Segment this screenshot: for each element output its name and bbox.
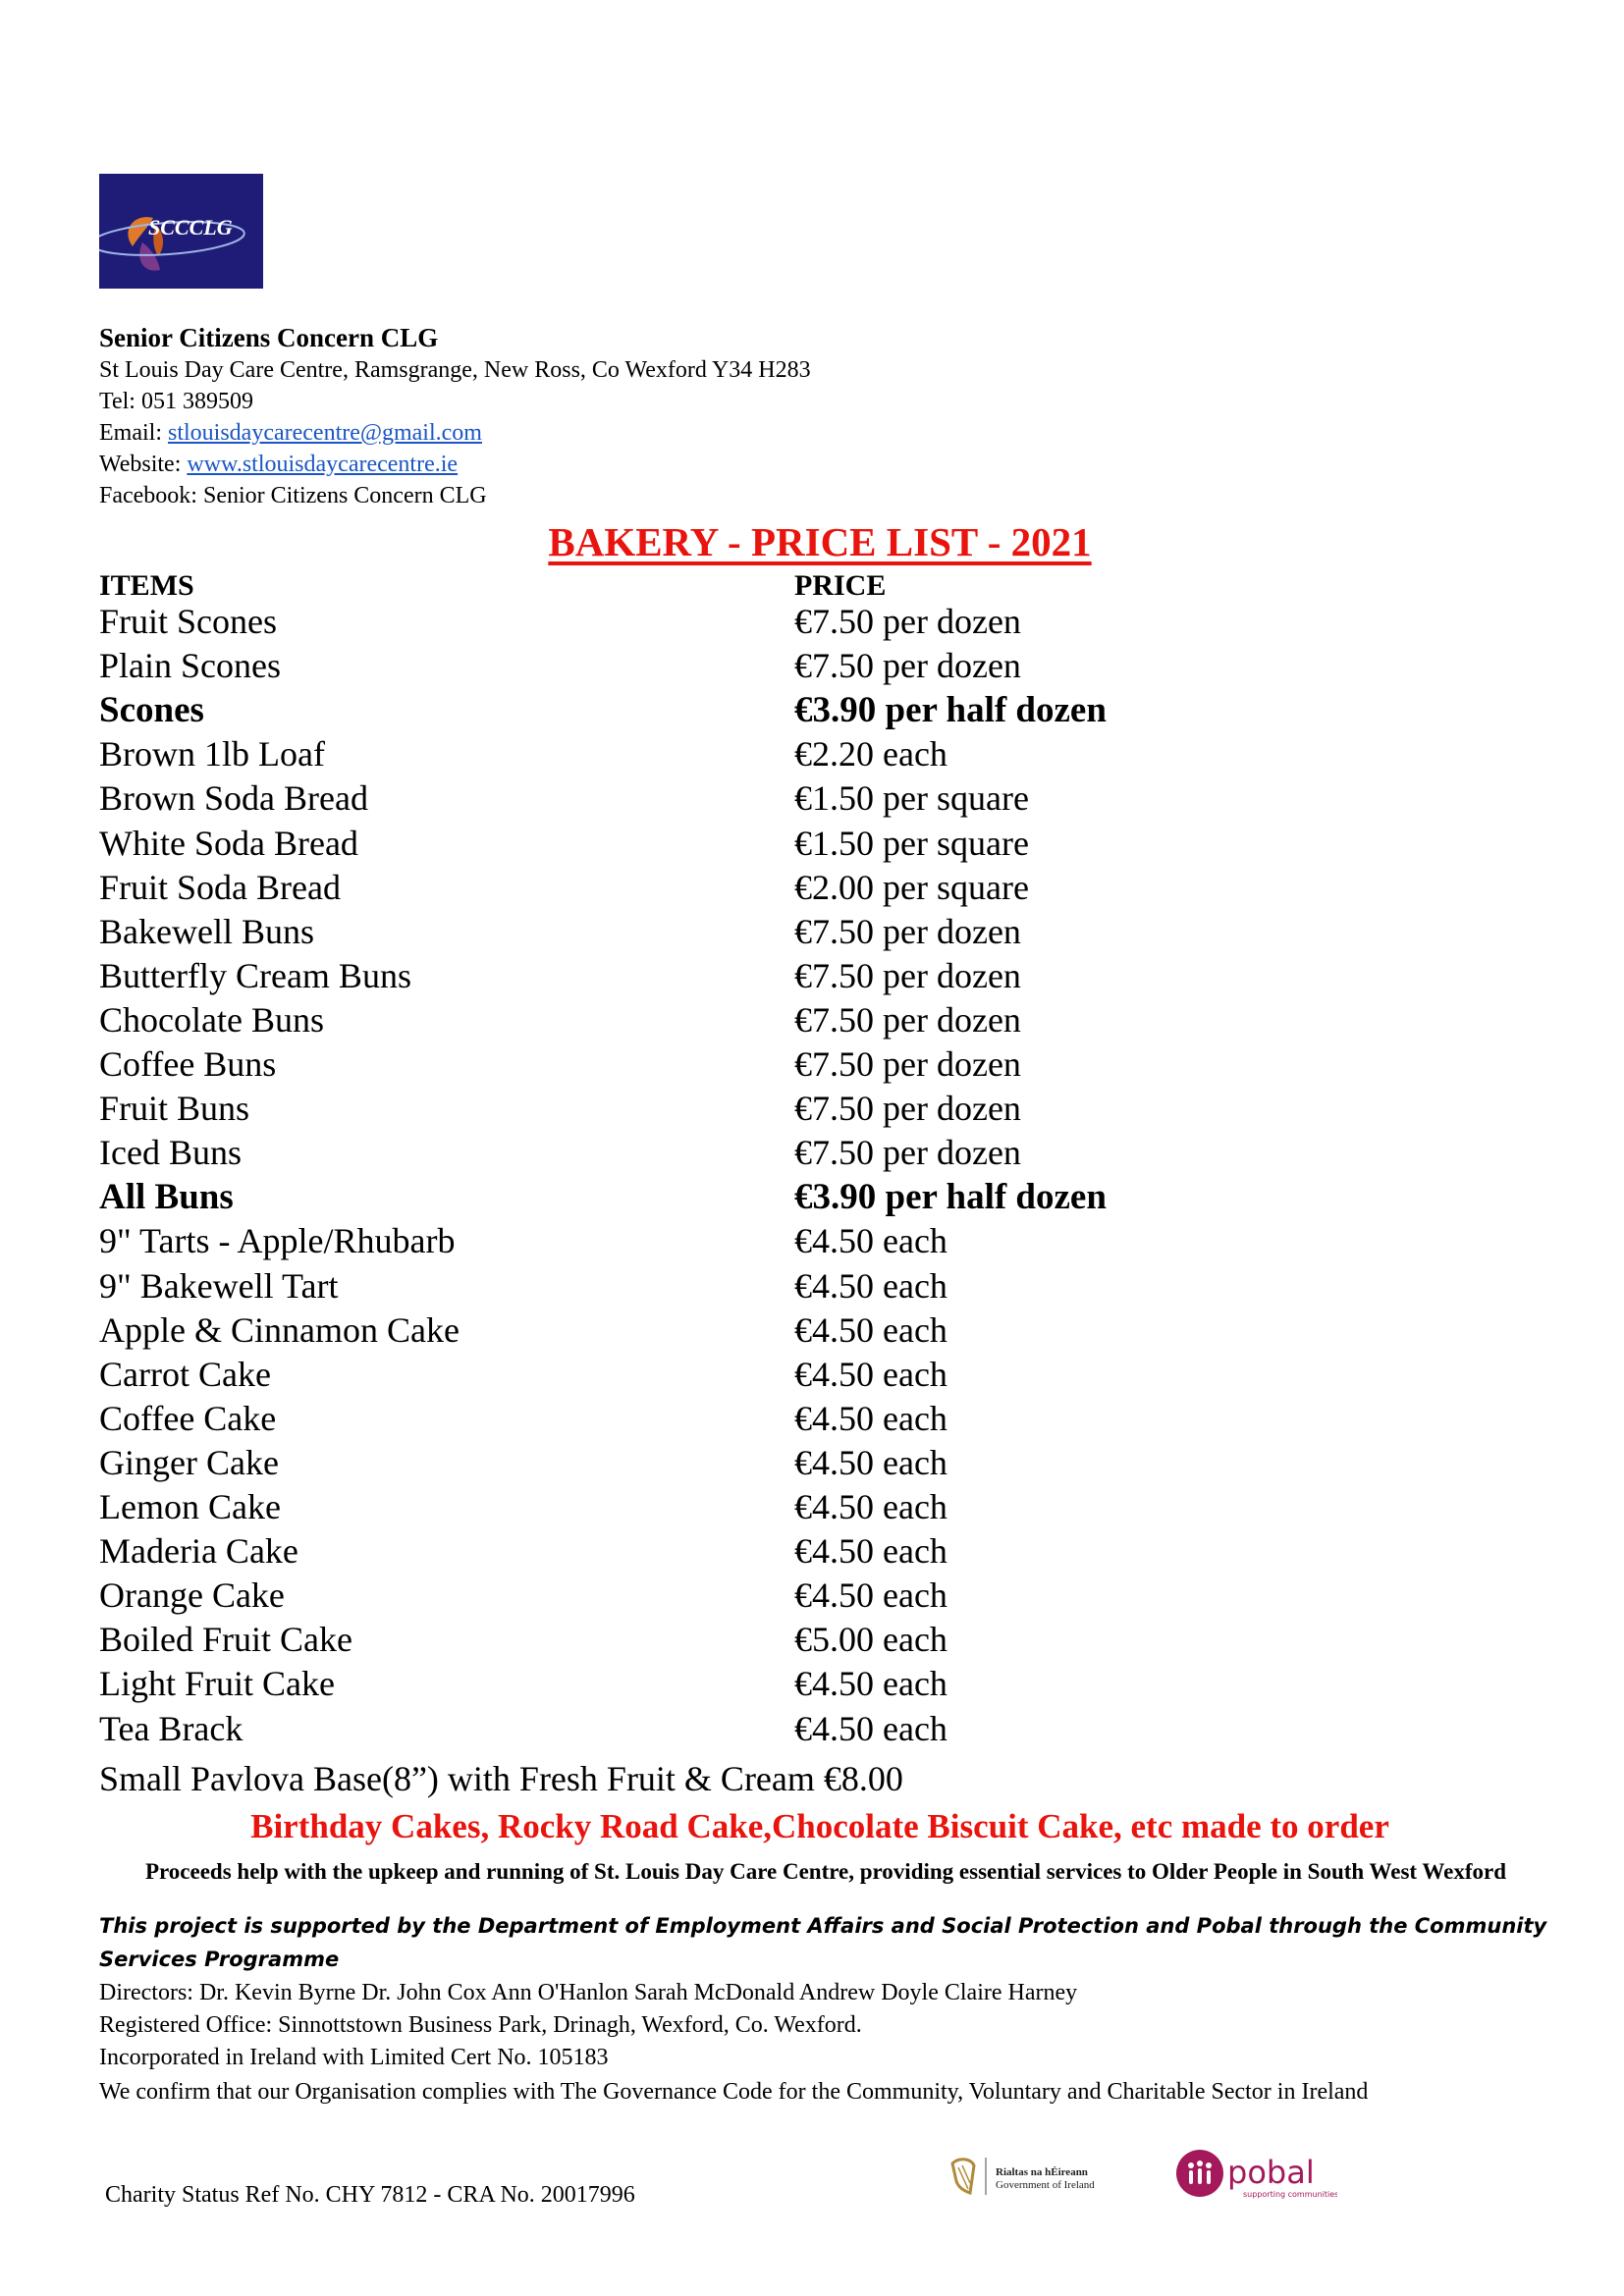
address: St Louis Day Care Centre, Ramsgrange, New Ross, Co Wexford Y34 H283 bbox=[99, 357, 811, 383]
logo-text: SCCCLG bbox=[148, 215, 233, 240]
item-name: Maderia Cake bbox=[99, 1531, 298, 1572]
governance-statement: We confirm that our Organisation complies with The Governance Code for the Community, Voluntary and Charitable Sector in Ireland bbox=[99, 2079, 1369, 2105]
item-price: €7.50 per dozen bbox=[794, 999, 1021, 1040]
table-row bbox=[0, 733, 1624, 777]
item-price: €7.50 per dozen bbox=[794, 1089, 1021, 1129]
harp-icon bbox=[952, 2160, 974, 2193]
item-name: Butterfly Cream Buns bbox=[99, 955, 411, 995]
email-link[interactable]: stlouisdaycarecentre@gmail.com bbox=[167, 420, 482, 446]
item-price: €7.50 per dozen bbox=[794, 1133, 1021, 1173]
item-price: €3.90 per half dozen bbox=[794, 690, 1107, 731]
table-row bbox=[0, 601, 1624, 645]
page-title-text: BAKERY - PRICE LIST - 2021 bbox=[548, 519, 1092, 564]
item-price: €4.50 each bbox=[794, 1531, 947, 1572]
funding-note: This project is supported by the Department of Employment Affairs and Social Protection and Pobal through the Community Services Programme bbox=[99, 1914, 1547, 1971]
item-name: Tea Brack bbox=[99, 1708, 244, 1748]
item-name: Bakewell Buns bbox=[99, 911, 314, 951]
item-price: €7.50 per dozen bbox=[794, 1044, 1021, 1084]
item-price: €5.00 each bbox=[794, 1620, 947, 1660]
facebook: Facebook: Senior Citizens Concern CLG bbox=[99, 483, 487, 508]
telephone: Tel: 051 389509 bbox=[99, 389, 253, 414]
item-name: Brown Soda Bread bbox=[99, 778, 368, 819]
item-name: Coffee Buns bbox=[99, 1044, 277, 1084]
item-price: €3.90 per half dozen bbox=[794, 1177, 1107, 1218]
item-price: €2.00 per square bbox=[794, 867, 1029, 907]
website-line bbox=[99, 452, 458, 478]
email-line bbox=[99, 420, 482, 447]
registered-office: Registered Office: Sinnottstown Business Park, Drinagh, Wexford, Co. Wexford. bbox=[99, 2012, 862, 2038]
table-row bbox=[0, 1708, 1624, 1752]
table-row bbox=[0, 823, 1624, 867]
item-name: Fruit Soda Bread bbox=[99, 867, 341, 907]
item-name: Lemon Cake bbox=[99, 1487, 281, 1526]
org-name: Senior Citizens Concern CLG bbox=[99, 323, 439, 352]
government-of-ireland-logo bbox=[945, 2148, 1151, 2203]
website-link[interactable]: www.stlouisdaycarecentre.ie bbox=[187, 452, 459, 477]
incorporation: Incorporated in Ireland with Limited Cert No. 105183 bbox=[99, 2045, 609, 2070]
item-price: €4.50 each bbox=[794, 1664, 947, 1704]
table-row bbox=[0, 1575, 1624, 1619]
table-row bbox=[0, 1398, 1624, 1442]
table-row bbox=[0, 1530, 1624, 1575]
proceeds-note: Proceeds help with the upkeep and running of St. Louis Day Care Centre, providing essential services to Older People in South West Wexford bbox=[144, 1859, 1507, 1884]
made-to-order-note: Birthday Cakes, Rocky Road Cake,Chocolate Biscuit Cake, etc made to order bbox=[250, 1807, 1389, 1845]
item-name: 9" Tarts - Apple/Rhubarb bbox=[99, 1221, 456, 1261]
table-row bbox=[0, 1220, 1624, 1264]
item-price: €4.50 each bbox=[794, 1265, 947, 1306]
table-row bbox=[0, 1088, 1624, 1132]
table-row bbox=[0, 1265, 1624, 1309]
table-row bbox=[0, 867, 1624, 911]
website-label: Website: bbox=[99, 452, 188, 477]
table-row bbox=[0, 1442, 1624, 1486]
page-title bbox=[0, 518, 1624, 565]
column-header-items: ITEMS bbox=[99, 569, 194, 602]
pobal-name: pobal bbox=[1227, 2154, 1315, 2191]
table-row bbox=[0, 689, 1624, 733]
item-name: Boiled Fruit Cake bbox=[99, 1620, 352, 1660]
item-name: Chocolate Buns bbox=[99, 999, 324, 1040]
table-row bbox=[0, 1043, 1624, 1088]
table-row bbox=[0, 1309, 1624, 1354]
item-price: €7.50 per dozen bbox=[794, 602, 1021, 641]
item-price: €4.50 each bbox=[794, 1442, 947, 1482]
email-label: Email: bbox=[99, 420, 168, 446]
item-price: €4.50 each bbox=[794, 1708, 947, 1748]
item-name: Fruit Scones bbox=[99, 602, 278, 641]
item-name: Apple & Cinnamon Cake bbox=[99, 1309, 460, 1350]
item-name: Ginger Cake bbox=[99, 1442, 279, 1482]
table-row bbox=[0, 1354, 1624, 1398]
item-price: €4.50 each bbox=[794, 1354, 947, 1394]
item-name: Brown 1lb Loaf bbox=[99, 734, 325, 774]
scc-logo bbox=[99, 174, 263, 289]
item-price: €1.50 per square bbox=[794, 778, 1029, 819]
item-name: Plain Scones bbox=[99, 646, 281, 686]
table-row bbox=[0, 1619, 1624, 1663]
column-header-price: PRICE bbox=[794, 569, 887, 602]
table-row bbox=[0, 777, 1624, 822]
item-price: €7.50 per dozen bbox=[794, 646, 1021, 686]
table-row bbox=[0, 999, 1624, 1043]
item-name: Fruit Buns bbox=[99, 1089, 250, 1129]
table-row bbox=[0, 955, 1624, 999]
charity-status: Charity Status Ref No. CHY 7812 - CRA No. 20017996 bbox=[105, 2182, 635, 2208]
item-name: Iced Buns bbox=[99, 1133, 242, 1173]
table-row bbox=[0, 1486, 1624, 1530]
directors: Directors: Dr. Kevin Byrne Dr. John Cox Ann O'Hanlon Sarah McDonald Andrew Doyle Claire Harney bbox=[99, 1980, 1078, 2005]
item-name: Orange Cake bbox=[99, 1575, 285, 1616]
item-name: Light Fruit Cake bbox=[99, 1664, 335, 1704]
item-price: €4.50 each bbox=[794, 1575, 947, 1616]
gov-logo-line2: Government of Ireland bbox=[996, 2179, 1095, 2191]
item-price: €4.50 each bbox=[794, 1487, 947, 1526]
item-name: Scones bbox=[99, 690, 204, 731]
pobal-logo bbox=[1174, 2144, 1337, 2203]
item-name: White Soda Bread bbox=[99, 823, 358, 863]
item-name: 9" Bakewell Tart bbox=[99, 1265, 339, 1306]
pavlova-offer: Small Pavlova Base(8”) with Fresh Fruit & Cream €8.00 bbox=[99, 1759, 903, 1798]
item-price: €7.50 per dozen bbox=[794, 955, 1021, 995]
item-name: Coffee Cake bbox=[99, 1398, 277, 1438]
item-price: €4.50 each bbox=[794, 1221, 947, 1261]
table-row bbox=[0, 1663, 1624, 1707]
gov-logo-line1: Rialtas na hÉireann bbox=[996, 2166, 1088, 2178]
table-row bbox=[0, 645, 1624, 689]
item-name: All Buns bbox=[99, 1177, 234, 1218]
table-row bbox=[0, 1176, 1624, 1220]
table-row bbox=[0, 911, 1624, 955]
item-name: Carrot Cake bbox=[99, 1354, 271, 1394]
item-price: €2.20 each bbox=[794, 734, 947, 774]
item-price: €4.50 each bbox=[794, 1398, 947, 1438]
item-price: €7.50 per dozen bbox=[794, 911, 1021, 951]
pobal-tagline: supporting communities bbox=[1243, 2190, 1337, 2199]
item-price: €1.50 per square bbox=[794, 823, 1029, 863]
table-row bbox=[0, 1132, 1624, 1176]
item-price: €4.50 each bbox=[794, 1309, 947, 1350]
